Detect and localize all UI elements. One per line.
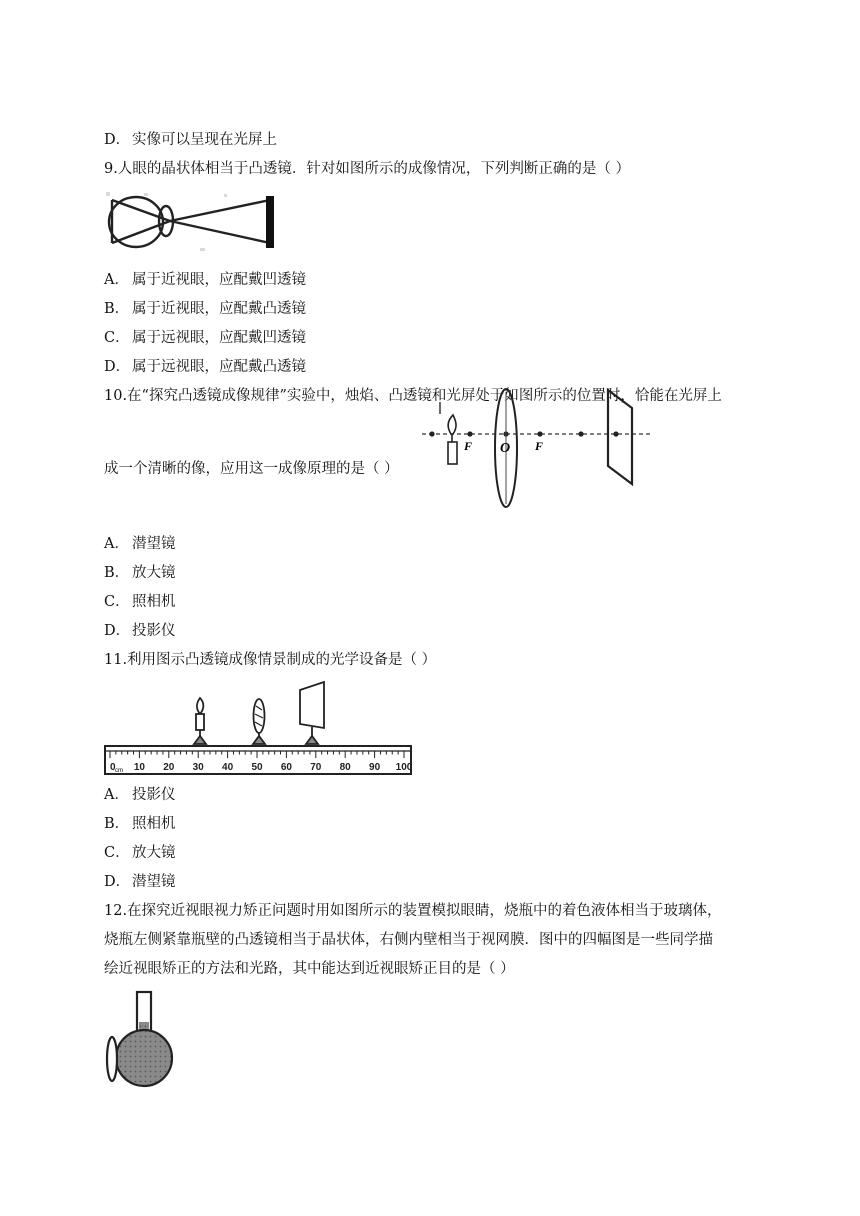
q10-option-d — [104, 621, 176, 641]
q11-option-a — [104, 785, 176, 805]
q10-option-b — [104, 563, 176, 583]
convex-lens — [107, 1037, 117, 1081]
option-text: 实像可以呈现在光屏上 — [132, 132, 277, 148]
q12-flask-eye-model-figure — [104, 990, 184, 1086]
option-text: 属于远视眼，应配戴凹透镜 — [132, 330, 306, 346]
ruler-scale-label: 80 — [339, 762, 351, 773]
q10-option-c — [104, 592, 176, 612]
option-letter: D． — [104, 623, 131, 639]
option-text: 投影仪 — [132, 623, 176, 639]
q10-optical-bench-figure — [418, 386, 654, 512]
ruler-scale-label: 30 — [192, 762, 204, 773]
flask-body-with-liquid — [116, 1030, 172, 1086]
q9-option-a — [104, 270, 306, 290]
ruler-scale-label: 40 — [222, 762, 234, 773]
option-letter: C． — [104, 330, 130, 346]
option-text: 属于近视眼，应配戴凸透镜 — [132, 301, 306, 317]
option-letter: A． — [104, 536, 129, 552]
light-screen — [300, 682, 324, 728]
lens-holder — [253, 699, 265, 744]
option-letter: B． — [104, 816, 130, 832]
option-letter: D． — [104, 359, 131, 375]
optical-center-label: O — [500, 441, 511, 456]
candle-holder — [194, 736, 206, 744]
candle — [194, 698, 206, 744]
ruler-scale-label: 20 — [163, 762, 175, 773]
q10-option-a — [104, 534, 176, 554]
eyeball-outline — [109, 197, 163, 247]
incoming-rays — [112, 200, 170, 243]
q12-stem-line3: 绘近视眼矫正的方法和光路，其中能达到近视眼矫正目的是（ ） — [104, 961, 515, 977]
q11-optical-bench-figure — [104, 678, 414, 778]
q9-stem: 9.人眼的晶状体相当于凸透镜．针对如图所示的成像情况，下列判断正确的是（ ） — [104, 161, 630, 177]
ruler-unit-label: cm — [115, 768, 123, 774]
q10-stem-line1: 10.在“探究凸透镜成像规律”实验中，烛焰、凸透镜和光屏处于如图所示的位置时，恰能在光屏上 — [104, 388, 722, 404]
option-letter: B． — [104, 301, 130, 317]
ruler-scale-label: 70 — [310, 762, 322, 773]
option-text: 属于近视眼，应配戴凹透镜 — [132, 272, 306, 288]
ruler-scale-label: 100 — [395, 762, 413, 773]
focal-point-label-left: F — [464, 439, 473, 453]
q12-stem-line1: 12.在探究近视眼视力矫正问题时用如图所示的装置模拟眼睛，烧瓶中的着色液体相当于玻璃体， — [104, 903, 722, 919]
option-letter: C． — [104, 845, 130, 861]
focal-point-label-right: F — [535, 439, 544, 453]
q11-option-b — [104, 814, 176, 834]
q9-option-b — [104, 299, 306, 319]
option-letter: D． — [104, 132, 131, 148]
q9-eye-figure — [104, 190, 280, 256]
q8-option-d — [104, 130, 277, 150]
option-text: 投影仪 — [132, 787, 176, 803]
q9-option-d — [104, 357, 306, 377]
option-letter: A． — [104, 787, 129, 803]
ruler-scale-label: 0 — [110, 762, 116, 773]
option-letter: C． — [104, 594, 130, 610]
q10-stem-line2: 成一个清晰的像，应用这一成像原理的是（ ） — [104, 461, 399, 477]
option-text: 属于远视眼，应配戴凸透镜 — [132, 359, 306, 375]
q11-option-d — [104, 872, 176, 892]
option-letter: D． — [104, 874, 131, 890]
option-text: 潜望镜 — [132, 536, 176, 552]
q11-stem: 11.利用图示凸透镜成像情景制成的光学设备是（ ） — [104, 652, 437, 668]
outgoing-rays — [170, 200, 270, 243]
candle — [448, 415, 457, 464]
candle-body — [196, 714, 204, 730]
light-screen — [608, 390, 632, 484]
candle-body — [448, 442, 457, 464]
option-text: 放大镜 — [132, 565, 176, 581]
ruler-scale-label: 90 — [369, 762, 381, 773]
ruler-scale-label: 60 — [280, 762, 292, 773]
option-text: 放大镜 — [132, 845, 176, 861]
ruler-scale-label: 50 — [251, 762, 263, 773]
ruler-scale-label: 10 — [133, 762, 145, 773]
option-letter: B． — [104, 565, 130, 581]
image-on-retina — [266, 196, 274, 248]
screen-holder — [300, 682, 324, 744]
q11-option-c — [104, 843, 176, 863]
option-text: 照相机 — [132, 594, 176, 610]
option-letter: A． — [104, 272, 129, 288]
q12-stem-line2: 烧瓶左侧紧靠瓶壁的凸透镜相当于晶状体，右侧内壁相当于视网膜．图中的四幅图是一些同学描 — [104, 932, 713, 948]
option-text: 潜望镜 — [132, 874, 176, 890]
candle-flame — [197, 698, 203, 714]
candle-flame — [448, 415, 456, 434]
option-text: 照相机 — [132, 816, 176, 832]
q9-option-c — [104, 328, 306, 348]
